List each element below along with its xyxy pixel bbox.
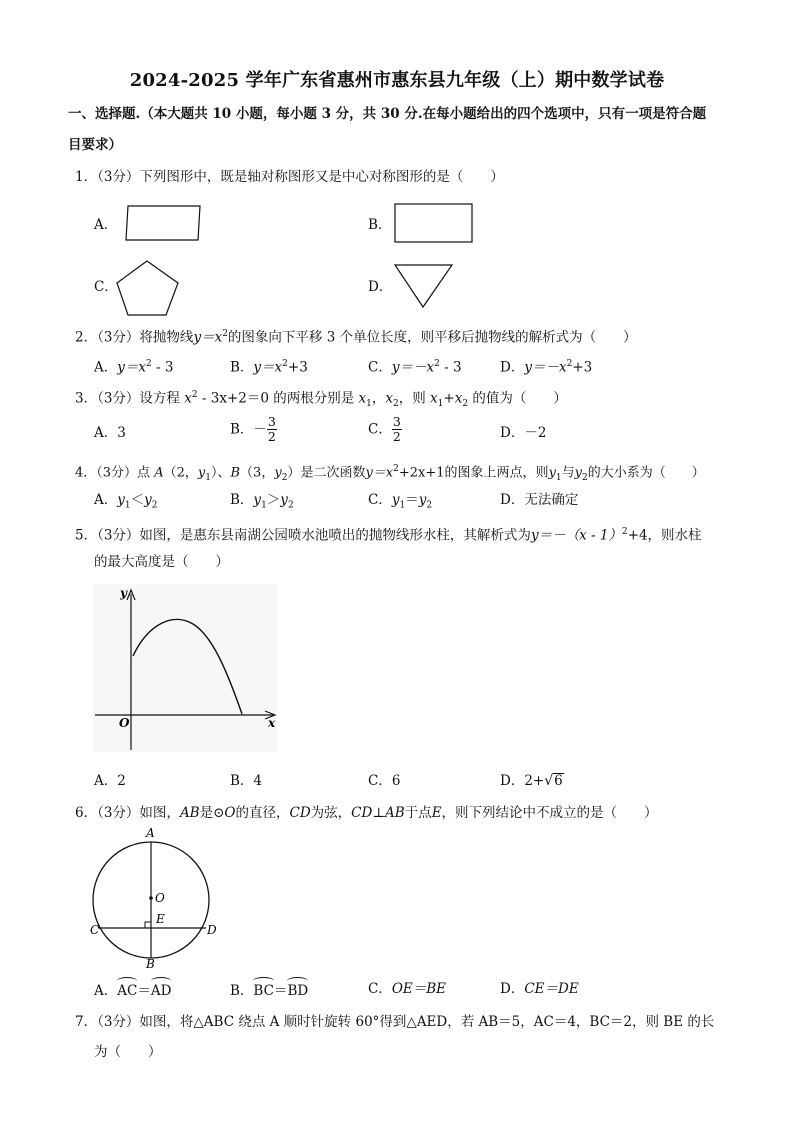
q6-o: O bbox=[224, 805, 236, 821]
q4-y2: y bbox=[274, 465, 282, 481]
q5-stem-line1 bbox=[75, 523, 702, 545]
q5-parabola-figure bbox=[93, 584, 283, 754]
q6-opt-b-eq: ＝ bbox=[273, 983, 288, 999]
rectangle-shape bbox=[395, 204, 472, 242]
triangle-shape bbox=[395, 265, 452, 307]
parallelogram-figure bbox=[116, 204, 206, 244]
q2-opt-d-sup: 2 bbox=[566, 359, 573, 369]
q2-stem-sup: 2 bbox=[222, 329, 228, 339]
rectangle-figure bbox=[393, 203, 475, 245]
q6-opt-b-arc-right: BD bbox=[287, 980, 308, 1000]
q4-point-b-coords: （3， bbox=[240, 465, 275, 481]
q5-stem-pre: 5．（3分）如图，是惠东县南湖公园喷水池喷出的抛物线形水柱，其解析式为 bbox=[75, 527, 531, 544]
q4-y1: y bbox=[197, 465, 206, 481]
q2-opt-c-label: C． bbox=[368, 359, 392, 376]
q6-opt-a-arc-right: AD bbox=[151, 980, 172, 1000]
q4-option-a[interactable] bbox=[94, 491, 158, 515]
q4-opt-c-label: C． bbox=[368, 492, 392, 508]
q4-opt-b-s2: 2 bbox=[287, 500, 294, 511]
q6-opt-a-eq: ＝ bbox=[137, 983, 151, 999]
q6-diam: 的直径， bbox=[235, 805, 290, 821]
q6-is-diam: 是⊙ bbox=[199, 805, 225, 821]
q3-option-c[interactable] bbox=[368, 415, 402, 444]
q1-option-c[interactable]: C． bbox=[94, 279, 118, 295]
q4-post: 的图象上两点，则 bbox=[444, 465, 549, 481]
q5-opt-d-label: D． bbox=[500, 773, 525, 789]
q4-cmp-y1: y bbox=[548, 465, 556, 481]
q3-x2: x bbox=[385, 390, 394, 407]
q2-stem bbox=[75, 325, 637, 347]
q5-origin-label: O bbox=[119, 716, 130, 730]
q4-opt-c-op: ＝ bbox=[405, 492, 419, 508]
q2-option-d[interactable] bbox=[500, 355, 592, 377]
section-header-line1: 一、选择题.（本大题共 10 小题，每小题 3 分，共 30 分.在每小题给出的四个选项中，只有一项是符合题 bbox=[68, 106, 707, 122]
q2-stem-pre: 2．（3分）将抛物线 bbox=[75, 329, 194, 346]
q3-x2-sub: 2 bbox=[393, 399, 399, 410]
q4-point-a-coords: （2， bbox=[163, 465, 198, 481]
q6-opt-c-expr: OE＝BE bbox=[391, 981, 447, 997]
q6-option-c[interactable] bbox=[368, 980, 446, 998]
q6-ab: AB bbox=[179, 805, 200, 821]
q2-stem-expr: y＝x bbox=[193, 329, 223, 346]
q6-circle-figure bbox=[90, 828, 220, 970]
q3-stem-mid: 的两根分别是 bbox=[268, 390, 359, 407]
q4-func-sup: 2 bbox=[393, 464, 399, 474]
q3-opt-c-fraction bbox=[392, 415, 402, 444]
q6-center-dot bbox=[149, 896, 153, 900]
q4-opt-a-label: A． bbox=[94, 492, 118, 508]
section-header-line2: 目要求） bbox=[68, 137, 122, 153]
q4-opt-b-y1: y bbox=[253, 492, 262, 508]
q3-sum-x2: +x bbox=[443, 390, 463, 407]
q2-stem-post: 的图象向下平移 3 个单位长度，则平移后抛物线的解析式为（ ） bbox=[227, 329, 637, 346]
q4-opt-c-y2: y bbox=[418, 492, 427, 508]
q6-option-d[interactable] bbox=[500, 980, 579, 998]
q4-option-b[interactable] bbox=[230, 491, 294, 515]
q5-stem-line2: 的最大高度是（ ） bbox=[94, 554, 229, 570]
q4-y1-sub: 1 bbox=[205, 472, 211, 483]
q6-e: E bbox=[431, 805, 442, 821]
q4-option-d[interactable]: D．无法确定 bbox=[500, 492, 579, 508]
q1-option-d[interactable]: D． bbox=[368, 279, 393, 295]
q6-option-b[interactable] bbox=[230, 980, 308, 1000]
q4-mid: 是二次函数 bbox=[300, 465, 366, 481]
q6-tail: ，则下列结论中不成立的是（ ） bbox=[441, 805, 658, 821]
q4-opt-a-s1: 1 bbox=[124, 500, 131, 511]
sqrt-icon: √ bbox=[544, 773, 554, 789]
q6-label-b: B bbox=[146, 957, 155, 971]
q4-close-a: ） bbox=[210, 465, 218, 481]
q6-cd: CD bbox=[289, 805, 311, 821]
q6-label-a: A bbox=[146, 826, 155, 840]
q4-opt-b-y2: y bbox=[280, 492, 288, 508]
q6-chord: 为弦， bbox=[310, 805, 352, 821]
q2-option-a[interactable] bbox=[94, 355, 173, 377]
page-title: 2024-2025 学年广东省惠州市惠东县九年级（上）期中数学试卷 bbox=[129, 70, 665, 91]
q2-opt-c-tail: - 3 bbox=[439, 359, 462, 376]
q2-opt-c-sup: 2 bbox=[434, 359, 440, 369]
q4-opt-c-s2: 2 bbox=[426, 500, 433, 511]
q6-label-o: O bbox=[155, 891, 165, 905]
q5-stem-tail: +4，则水柱 bbox=[627, 527, 702, 544]
q5-option-d[interactable] bbox=[500, 772, 564, 790]
q4-opt-c-y1: y bbox=[391, 492, 400, 508]
q3-option-d[interactable]: D．－2 bbox=[500, 425, 547, 441]
q4-close-b: ） bbox=[287, 465, 301, 481]
pentagon-shape bbox=[117, 261, 178, 315]
q3-opt-b-den: 2 bbox=[267, 429, 276, 444]
q2-opt-a-label: A． bbox=[94, 359, 118, 376]
q3-opt-c-label: C． bbox=[368, 421, 392, 438]
q2-opt-b-sup: 2 bbox=[282, 359, 288, 369]
q3-opt-c-num: 3 bbox=[392, 414, 401, 429]
q6-opt-d-label: D． bbox=[500, 981, 525, 997]
q5-y-label: y bbox=[120, 586, 127, 600]
q4-cmp-y2-sub: 2 bbox=[582, 472, 588, 483]
q3-tail: 的值为（ ） bbox=[468, 390, 567, 407]
q4-opt-b-op: ＞ bbox=[266, 492, 281, 508]
q3-option-a[interactable]: A．3 bbox=[94, 425, 126, 441]
q2-opt-d-tail: +3 bbox=[572, 359, 593, 376]
q6-stem bbox=[75, 804, 658, 822]
q4-point-b: B bbox=[230, 465, 241, 481]
q4-point-a: A bbox=[154, 465, 164, 481]
q3-opt-c-den: 2 bbox=[392, 429, 401, 444]
q5-opt-d-root: 6 bbox=[554, 773, 563, 789]
q4-opt-a-s2: 2 bbox=[151, 500, 158, 511]
q3-sum-sub2: 2 bbox=[462, 399, 469, 410]
q4-sep: 、 bbox=[217, 465, 231, 481]
q6-at: 于点 bbox=[404, 805, 432, 821]
q2-opt-c-expr: y＝－x bbox=[391, 359, 435, 376]
q6-opt-c-label: C． bbox=[368, 981, 392, 997]
q4-option-c[interactable] bbox=[368, 491, 432, 515]
q5-option-b[interactable]: B．4 bbox=[230, 773, 263, 789]
q6-right-angle-mark bbox=[145, 922, 151, 928]
q3-stem-pre: 3．（3分）设方程 bbox=[75, 390, 185, 407]
q3-comma: ， bbox=[371, 390, 386, 407]
q2-opt-d-label: D． bbox=[500, 359, 525, 376]
q4-opt-a-y2: y bbox=[144, 492, 152, 508]
q4-opt-a-op: ＜ bbox=[130, 492, 145, 508]
q4-func: y＝x bbox=[365, 465, 394, 481]
q4-y2-sub: 2 bbox=[281, 472, 288, 483]
q5-opt-d-pre: 2+ bbox=[524, 773, 545, 789]
triangle-figure bbox=[392, 262, 456, 310]
q3-opt-b-num: 3 bbox=[267, 414, 276, 429]
q2-opt-a-expr: y＝x bbox=[117, 359, 146, 376]
q5-option-a[interactable]: A．2 bbox=[94, 773, 126, 789]
q3-x1: x bbox=[358, 390, 367, 407]
q3-sum-x1: x bbox=[430, 390, 438, 407]
q4-opt-c-s1: 1 bbox=[399, 500, 406, 511]
q4-func-tail: +2x+1 bbox=[398, 465, 445, 481]
q2-opt-b-expr: y＝x bbox=[253, 359, 283, 376]
q6-opt-b-label: B． bbox=[230, 983, 254, 999]
q6-perp: ⊥ bbox=[372, 805, 386, 821]
q7-stem-line1: 7．（3分）如图，将△ABC 绕点 A 顺时针旋转 60°得到△AED，若 AB＝5，AC＝4，BC＝2，则 BE 的长 bbox=[75, 1014, 715, 1030]
q4-opt-a-y1: y bbox=[117, 492, 125, 508]
q3-then: ，则 bbox=[398, 390, 431, 407]
q6-opt-a-arc-left: AC bbox=[117, 980, 137, 1000]
q2-opt-a-tail: - 3 bbox=[151, 359, 174, 376]
q5-stem-expr: y＝－（x - 1） bbox=[530, 527, 622, 544]
q3-stem bbox=[75, 386, 567, 413]
q4-cmp-y2: y bbox=[574, 465, 583, 481]
q5-x-label: x bbox=[268, 716, 276, 730]
q1-option-a[interactable]: A． bbox=[94, 217, 118, 233]
q4-and: 与 bbox=[561, 465, 575, 481]
q3-eq-sup: 2 bbox=[191, 390, 198, 400]
q5-option-c[interactable]: C．6 bbox=[368, 773, 401, 789]
q4-tail: 的大小系为（ ） bbox=[587, 465, 705, 481]
q5-stem-sup: 2 bbox=[621, 527, 628, 537]
q2-opt-a-sup: 2 bbox=[146, 359, 152, 369]
q4-opt-b-s1: 1 bbox=[261, 500, 267, 511]
q4-stem-pre: 4．（3分）点 bbox=[75, 465, 155, 481]
q3-opt-b-label: B．－ bbox=[230, 421, 267, 438]
q6-option-a[interactable] bbox=[94, 980, 171, 1000]
q2-opt-b-tail: +3 bbox=[287, 359, 308, 376]
q1-option-b[interactable]: B． bbox=[368, 217, 392, 233]
q4-cmp-y1-sub: 1 bbox=[555, 472, 562, 483]
q6-opt-a-label: A． bbox=[94, 983, 118, 999]
q3-eq-x: x bbox=[184, 390, 192, 407]
q6-opt-d-expr: CE＝DE bbox=[524, 981, 579, 997]
q6-label-d: D bbox=[207, 923, 217, 937]
q4-stem bbox=[75, 460, 705, 487]
q3-opt-b-fraction bbox=[267, 415, 277, 444]
q2-opt-b-label: B． bbox=[230, 359, 254, 376]
q6-ab2: AB bbox=[385, 805, 405, 821]
q3-eq-rest: - 3x+2＝0 bbox=[197, 390, 269, 407]
q3-x1-sub: 1 bbox=[366, 399, 372, 410]
q6-opt-b-arc-left: BC bbox=[253, 980, 274, 1000]
q2-opt-d-expr: y＝－x bbox=[524, 359, 567, 376]
q2-option-b[interactable] bbox=[230, 355, 308, 377]
q4-opt-b-label: B． bbox=[230, 492, 254, 508]
q6-label-e: E bbox=[156, 912, 165, 926]
q1-stem: 1．（3分）下列图形中，既是轴对称图形又是中心对称图形的是（ ） bbox=[75, 169, 504, 185]
q6-label-c: C bbox=[90, 923, 100, 937]
parallelogram-shape bbox=[126, 206, 200, 240]
pentagon-figure bbox=[114, 258, 182, 318]
q2-option-c[interactable] bbox=[368, 355, 462, 377]
q3-sum-sub1: 1 bbox=[437, 399, 444, 410]
q7-stem-line2: 为（ ） bbox=[94, 1044, 162, 1060]
q6-cd2: CD bbox=[351, 805, 373, 821]
q3-option-b[interactable] bbox=[230, 415, 277, 444]
q6-stem-pre: 6．（3分）如图， bbox=[75, 805, 180, 821]
